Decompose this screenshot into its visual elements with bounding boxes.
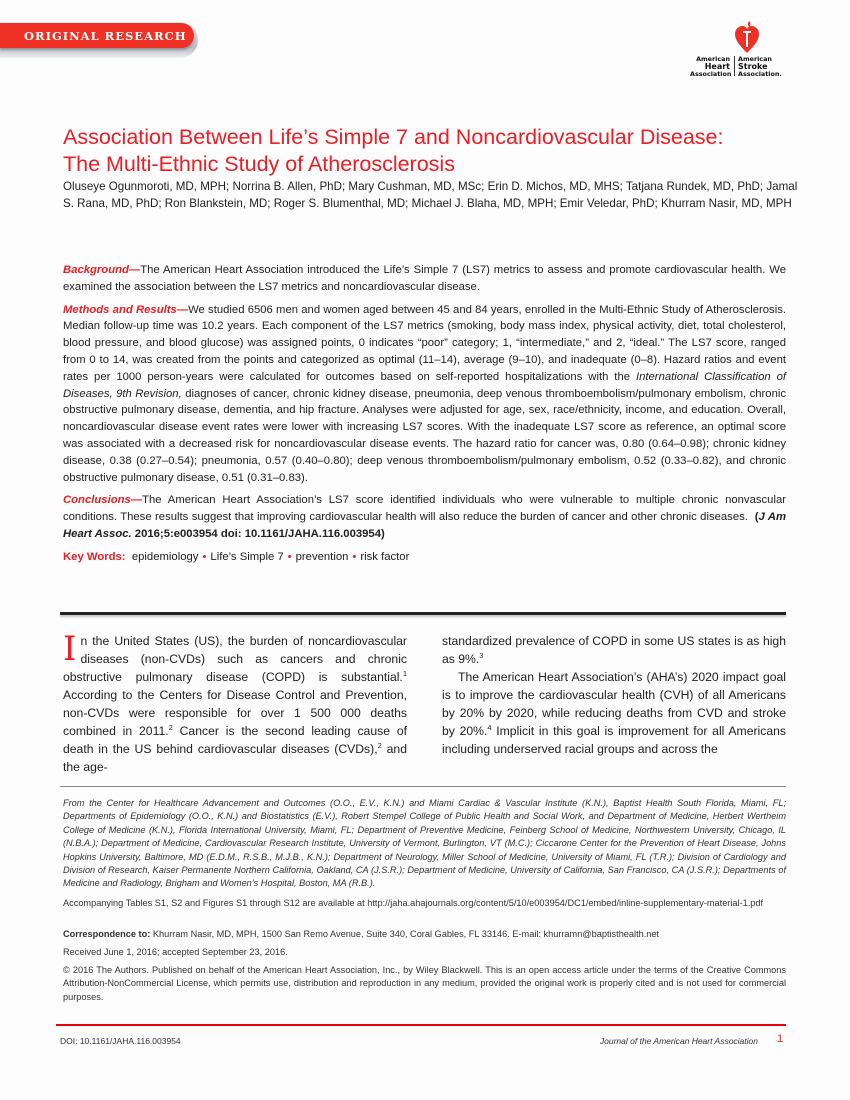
article-type-label: ORIGINAL RESEARCH xyxy=(24,28,187,43)
correspondence-label: Correspondence to: xyxy=(63,929,151,939)
conclusions-label: Conclusions— xyxy=(63,494,143,507)
footer-doi: DOI: 10.1161/JAHA.116.003954 xyxy=(60,1036,181,1046)
copyright-notice: © 2016 The Authors. Published on behalf of the American Heart Association, Inc., by Wiley Blackwell. This is an open access article under the terms of the Creative Commons Attribution-NonCommercial License, which permits use, distribution and reproduction in any medium, provided the original work is properly cited and is not used for commercial purposes. xyxy=(63,965,786,1002)
logo-line: Association xyxy=(690,70,732,78)
bullet-icon: • xyxy=(202,550,207,563)
keywords xyxy=(63,549,786,566)
heart-torch-icon xyxy=(735,20,759,54)
body-text: Cancer is the second leading cause of death in the US behind cardiovascular diseases (CVDs), xyxy=(63,724,407,756)
keyword: Life’s Simple 7 xyxy=(210,550,284,563)
keyword: epidemiology xyxy=(131,550,199,563)
citation-journal: J Am Heart Assoc. xyxy=(63,511,786,540)
logo-line: American xyxy=(696,55,730,63)
keyword: prevention xyxy=(295,550,349,563)
reference-superscript[interactable]: 1 xyxy=(402,668,407,678)
background-text: The American Heart Association introduced the Life’s Simple 7 (LS7) metrics to assess and promote cardiovascular health. We examined the association between the LS7 metrics and noncardiovascular disease. xyxy=(63,264,786,293)
logo-line: Heart xyxy=(704,62,730,71)
background-label: Background— xyxy=(63,264,141,276)
author-list: Oluseye Ogunmoroti, MD, MPH; Norrina B. Allen, PhD; Mary Cushman, MD, MSc; Erin D. Michos, MD, MHS; Tatjana Rundek, MD, PhD; Jamal S. Rana, MD, PhD; Ron Blankstein, MD; Roger S. Blumenthal, MD; Michael J. Blaha, MD, MPH; Emir Veledar, PhD; Khurram Nasir, MD, MPH xyxy=(63,180,798,210)
citation-open: ( xyxy=(754,511,759,524)
article-type-banner xyxy=(0,18,200,58)
body-text: and the age- xyxy=(63,742,407,774)
reference-superscript[interactable]: 2 xyxy=(377,740,382,750)
received-dates: Received June 1, 2016; accepted September 23, 2016. xyxy=(63,947,288,957)
body-text: The American Heart Association’s (AHA’s) 2020 impact goal is to improve the cardiovascular health (CVH) of all Americans by 20% by 2020, while reducing deaths from CVD and stroke by 20%. xyxy=(442,670,786,738)
banner-ribbon xyxy=(0,23,194,48)
bullet-icon: • xyxy=(352,550,357,563)
body-column-right xyxy=(442,632,786,758)
body-text: n the United States (US), the burden of noncardiovascular diseases (non-CVDs) such as cancers and chronic obstructive pulmonary disease (COPD) is substantial. xyxy=(63,634,407,684)
reference-superscript[interactable]: 3 xyxy=(479,650,484,660)
body-text: Implicit in this goal is improvement for all Americans including underserved racial groups and across the xyxy=(442,724,786,756)
conclusions-text: The American Heart Association’s LS7 score identified individuals who were vulnerable to multiple chronic nonvascular conditions. These results suggest that improving cardiovascular health will also reduce the burden of cancer and other chronic diseases. xyxy=(63,494,786,524)
logo-divider xyxy=(734,56,735,76)
body-column-left xyxy=(63,629,407,776)
aha-asa-logo xyxy=(690,12,800,78)
logo-text-heart xyxy=(690,56,730,78)
citation-rest: 2016;5:e003954 doi: 10.1161/JAHA.116.003954) xyxy=(131,527,385,540)
body-text: According to the Centers for Disease Control and Prevention, non-CVDs were responsible for over 1 500 000 deaths combined in 2011. xyxy=(63,688,407,738)
correspondence xyxy=(63,928,786,941)
logo-line: American xyxy=(738,55,772,63)
abstract-divider xyxy=(60,612,786,615)
logo-line: Association. xyxy=(738,70,782,78)
affiliations: From the Center for Healthcare Advancement and Outcomes (O.O., E.V., K.N.) and Miami Cardiac & Vascular Institute (K.N.), Baptist Health South Florida, Miami, FL; Departments of Epidemiology (O.O., K.N.) and Biostatistics (E.V.), Robert Stempel College of Public Health and Social Work, and Department of Medicine, Herbert Wertheim College of Medicine (K.N.), Florida International University, Miami, FL; Department of Preventive Medicine, Feinberg School of Medicine, Northwestern University, Chicago, IL (N.B.A.); Department of Medicine, Cardiovascular Research Institute, University of Vermont, Burlington, VT (M.C.); Ciccarone Center for the Prevention of Heart Disease, Johns Hopkins University, Baltimore, MD (E.D.M., R.S.B., M.J.B., K.N.); Department of Neurology, Miller School of Medicine, University of Miami, FL (T.R.); Division of Cardiology and Division of Research, Kaiser Permanente Northern California, Oakland, CA (J.S.R.); Department of Medicine, University of California, San Francisco, CA (J.S.R.); Departments of Medicine and Radiology, Brigham and Women’s Hospital, Boston, MA (R.B.). xyxy=(63,798,786,889)
methods-italic: International Classification of Diseases, 9th Revision, xyxy=(63,370,786,400)
page-number: 1 xyxy=(777,1033,784,1045)
body-text: standardized prevalence of COPD in some US states is as high as 9%. xyxy=(442,634,786,666)
methods-text: We studied 6506 men and women aged between 45 and 84 years, enrolled in the Multi-Ethnic Study of Atherosclerosis. Median follow-up time was 10.2 years. Each component of the LS7 metrics (smoking, body mass index, physical activity, diet, total cholesterol, blood pressure, and blood glucose) was assigned points, 0 indicates “poor” category; 1, “intermediate,” and 2, “ideal.” The LS7 score, ranged from 0 to 14, was created from the points and categorized as optimal (11–14), average (9–10), and inadequate (0–8). Hazard ratios and event rates per 1000 person-years were calculated for outcomes based on self-reported hospitalizations with the xyxy=(63,303,786,383)
title-line-2: The Multi-Ethnic Study of Atherosclerosis xyxy=(63,152,455,176)
title-line-1: Association Between Life’s Simple 7 and Noncardiovascular Disease: xyxy=(63,125,724,149)
paragraph xyxy=(442,668,786,758)
supplementary-note[interactable]: Accompanying Tables S1, S2 and Figures S1 through S12 are available at http://jaha.ahajournals.org/content/5/10/e003954/DC1/embed/inline-supplementary-material-1.pdf xyxy=(63,898,764,908)
footnote-divider xyxy=(60,786,786,787)
methods-label: Methods and Results— xyxy=(63,303,189,316)
reference-superscript[interactable]: 4 xyxy=(487,722,492,732)
abstract-conclusions xyxy=(63,492,786,542)
methods-text-cont: diagnoses of cancer, chronic kidney disease, pneumonia, deep venous thromboembolism/pulmonary embolism, chronic obstructive pulmonary disease, dementia, and hip fracture. Analyses were adjusted for age, sex, race/ethnicity, income, and education. Overall, noncardiovascular disease event rates were lower with increasing LS7 scores. With the inadequate LS7 score as reference, an optimal score was associated with a decreased risk for noncardiovascular disease events. The hazard ratio for cancer was, 0.80 (0.64–0.98); chronic kidney disease, 0.38 (0.27–0.54); pneumonia, 0.57 (0.40–0.80); deep venous thromboembolism/pulmonary embolism, 0.52 (0.33–0.82), and chronic obstructive pulmonary disease, 0.51 (0.31–0.83). xyxy=(63,387,787,484)
abstract xyxy=(63,262,786,572)
reference-superscript[interactable]: 2 xyxy=(168,722,173,732)
keyword: risk factor xyxy=(360,550,410,563)
paragraph xyxy=(442,632,786,668)
footer-journal-name: Journal of the American Heart Association xyxy=(599,1036,758,1046)
drop-cap: I xyxy=(63,629,77,669)
logo-line: Stroke xyxy=(738,62,768,71)
correspondence-text: Khurram Nasir, MD, MPH, 1500 San Remo Avenue, Suite 340, Coral Gables, FL 33146. E-mail: khurramn@baptisthealth.net xyxy=(150,929,660,939)
article-title xyxy=(63,124,803,178)
abstract-background xyxy=(63,262,786,296)
abstract-methods xyxy=(63,302,786,487)
keywords-label: Key Words: xyxy=(63,550,126,563)
footer-divider xyxy=(56,1024,786,1026)
logo-text-stroke xyxy=(738,56,798,78)
bullet-icon: • xyxy=(287,550,292,563)
